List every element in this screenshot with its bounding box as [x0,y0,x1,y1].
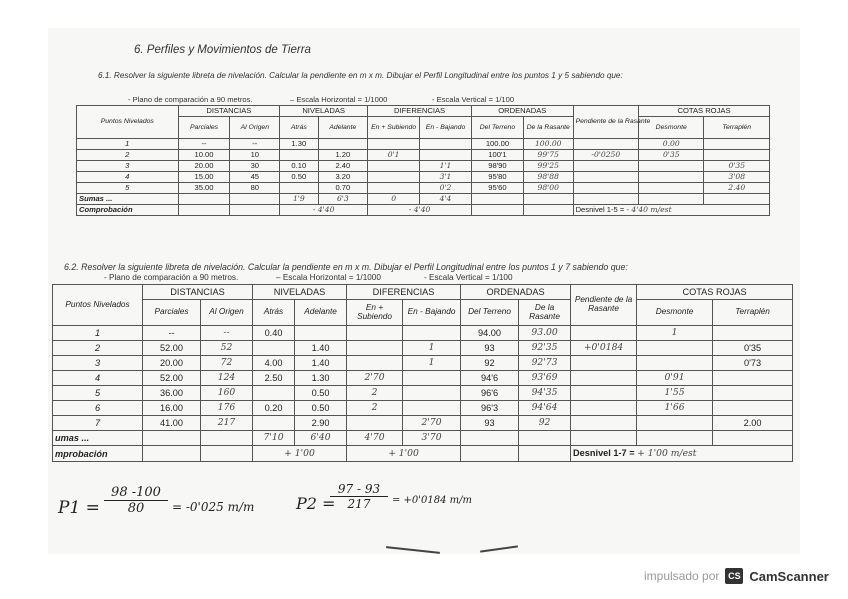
table-cell: 4.00 [253,356,295,371]
table-cell: 1 [403,341,461,356]
page-heading: 6. Perfiles y Movimientos de Tierra [134,44,311,56]
ex2-h-bajando: En - Bajando [403,300,461,326]
table-cell: 94'35 [519,386,571,401]
table-cell: 94'6 [461,371,519,386]
ex2-sumas-label: umas ... [53,431,143,446]
ex1-h-niveladas: NIVELADAS [280,106,368,117]
ex2-h-al-origen: Al Origen [201,300,253,326]
table-cell: 95'60 [471,183,523,194]
ex2-comprob-niveladas: + 1'00 [253,446,347,462]
table-row [53,356,793,371]
table-cell: 0.70 [318,183,368,194]
table-cell: 52 [201,341,253,356]
point-number: 5 [53,386,143,401]
table-cell: 99'75 [523,150,573,161]
ex2-suma-atras: 7'10 [253,431,295,446]
ex1-sumas-label: Sumas ... [77,194,179,205]
ex1-h-bajando: En - Bajando [420,117,472,139]
table-cell [573,139,638,150]
ex2-comprob-label: mprobación [53,446,143,462]
camscanner-footer [644,568,829,584]
ex1-desnivel-value: - 4'40 m/est [626,205,672,214]
ex2-escala-v: - Escala Vertical = 1/100 [424,273,513,282]
table-cell: 96'3 [461,401,519,416]
ex1-statement: 6.1. Resolver la siguiente libreta de nivelación. Calcular la pendiente en m x m. Dibujar el Perfil Longitudinal entre los puntos 1 y 5 sabiendo que: [98,71,623,80]
table-cell: 0.00 [639,139,704,150]
table-cell [573,161,638,172]
p2-denominator: 217 [347,497,371,511]
table-row [53,416,793,431]
ex2-rows [53,326,793,431]
ex1-desnivel-label: Desnivel 1-5 = [575,205,625,214]
ex2-h-diferencias: DIFERENCIAS [347,285,461,300]
p1-fraction [104,485,168,516]
ex2-h-de-rasante: De la Rasante [519,300,571,326]
table-cell [713,401,793,416]
table-cell: 0'73 [713,356,793,371]
table-cell: 1'55 [637,386,713,401]
table-cell [403,401,461,416]
table-row [77,150,770,161]
table-row [77,172,770,183]
table-cell: 1.40 [295,356,347,371]
ex2-desnivel-label: Desnivel 1-7 = [573,448,635,458]
ex2-h-atras: Atrás [253,300,295,326]
table-cell [571,356,637,371]
point-number: 2 [53,341,143,356]
ex1-h-diferencias: DIFERENCIAS [368,106,472,117]
table-cell: 0.20 [253,401,295,416]
ex2-h-niveladas: NIVELADAS [253,285,347,300]
ex2-h-subiendo: En + Subiendo [347,300,403,326]
table-cell [368,161,420,172]
table-row [53,386,793,401]
table-cell [704,139,770,150]
table-cell: -- [143,326,201,341]
point-number: 7 [53,416,143,431]
table-cell [420,139,472,150]
table-cell [347,416,403,431]
table-cell: -- [230,139,280,150]
table-cell: 100.00 [471,139,523,150]
table-cell: 0'35 [704,161,770,172]
ex2-h-terraplen: Terraplén [713,300,793,326]
table-cell: 0.50 [295,401,347,416]
table-cell [571,401,637,416]
table-cell: -- [178,139,230,150]
table-cell: 41.00 [143,416,201,431]
table-cell: 2.90 [295,416,347,431]
ex1-plano: - Plano de comparación a 90 metros. [128,95,253,104]
table-cell: 3'08 [704,172,770,183]
table-cell: -0'0250 [573,150,638,161]
ex2-suma-bajando: 3'70 [403,431,461,446]
ex2-h-cotas: COTAS ROJAS [637,285,793,300]
table-cell: 92 [461,356,519,371]
ex1-suma-atras: 1'9 [280,194,318,205]
p2-label: P2 = [296,494,336,513]
table-cell [571,371,637,386]
ex2-h-adelante: Adelante [295,300,347,326]
table-cell [368,172,420,183]
table-cell: 80 [230,183,280,194]
table-cell [713,326,793,341]
ex1-suma-bajando: 4'4 [420,194,472,205]
table-cell: 0.10 [280,161,318,172]
ex1-h-parciales: Parciales [178,117,230,139]
table-cell: 16.00 [143,401,201,416]
ex2-h-puntos: Puntos Nivelados [53,285,143,326]
table-cell: 2.00 [713,416,793,431]
p1-result: = -0'025 m/m [172,500,255,514]
table-cell: 98'00 [523,183,573,194]
table-row [77,161,770,172]
point-number: 5 [77,183,179,194]
table-cell [420,150,472,161]
point-number: 3 [77,161,179,172]
table-cell: 45 [230,172,280,183]
ex2-desnivel-value: + 1'00 m/est [637,448,697,459]
ex1-h-del-terreno: Del Terreno [471,117,523,139]
table-cell: 0.40 [253,326,295,341]
table-cell: 160 [201,386,253,401]
point-number: 6 [53,401,143,416]
table-cell [280,150,318,161]
table-cell [637,341,713,356]
point-number: 2 [77,150,179,161]
p1-numerator: 98 -100 [104,485,168,501]
ex1-escala-v: - Escala Vertical = 1/100 [432,95,515,104]
p2-result: = +0'0184 m/m [392,495,473,506]
table-cell [403,371,461,386]
table-cell: 0.50 [280,172,318,183]
table-cell: 217 [201,416,253,431]
ex1-escala-h: – Escala Horizontal = 1/1000 [290,95,388,104]
table-cell: 93.00 [519,326,571,341]
table-cell [403,326,461,341]
table-cell [368,139,420,150]
table-cell: 2'70 [347,371,403,386]
table-cell: 0.50 [295,386,347,401]
table-cell [571,416,637,431]
table-cell: 1'1 [420,161,472,172]
ex2-h-desmonte: Desmonte [637,300,713,326]
table-cell: 2.50 [253,371,295,386]
ex1-h-ordenadas: ORDENADAS [471,106,573,117]
table-cell: 10.00 [178,150,230,161]
ex1-h-desmonte: Desmonte [639,117,704,139]
table-cell: 1.30 [280,139,318,150]
ex1-rows [77,139,770,194]
ex2-h-ordenadas: ORDENADAS [461,285,571,300]
table-cell: 94.00 [461,326,519,341]
table-row [53,401,793,416]
table-cell: 52.00 [143,371,201,386]
table-cell: 98'88 [523,172,573,183]
point-number: 4 [77,172,179,183]
table-cell [639,172,704,183]
table-cell [713,371,793,386]
ex2-table [52,284,793,462]
table-cell: 93 [461,341,519,356]
table-row [77,139,770,150]
ex1-h-terraplen: Terraplén [704,117,770,139]
table-cell [347,341,403,356]
table-cell [318,139,368,150]
table-cell [295,326,347,341]
table-cell: 1 [637,326,713,341]
point-number: 3 [53,356,143,371]
ex2-suma-subiendo: 4'70 [347,431,403,446]
ex1-h-puntos: Puntos Nivelados [77,106,179,139]
point-number: 4 [53,371,143,386]
table-cell: 36.00 [143,386,201,401]
table-cell: 98'90 [471,161,523,172]
table-cell: 100'1 [471,150,523,161]
ex1-comprob-niveladas: - 4'40 [280,205,368,216]
ex2-h-distancias: DISTANCIAS [143,285,253,300]
table-cell: 124 [201,371,253,386]
table-cell [253,341,295,356]
ex1-suma-subiendo: 0 [368,194,420,205]
table-cell [347,326,403,341]
table-cell: 1'66 [637,401,713,416]
point-number: 1 [53,326,143,341]
table-cell: 96'6 [461,386,519,401]
p2-numerator: 97 - 93 [330,482,388,497]
ex1-suma-adelante: 6'3 [318,194,368,205]
table-cell: 20.00 [178,161,230,172]
ex1-h-atras: Atrás [280,117,318,139]
table-cell [571,386,637,401]
ex2-suma-adelante: 6'40 [295,431,347,446]
table-cell: 99'25 [523,161,573,172]
ex2-h-parciales: Parciales [143,300,201,326]
table-cell: 176 [201,401,253,416]
ex2-comprob-diferencias: + 1'00 [347,446,461,462]
table-cell [403,386,461,401]
table-cell: 72 [201,356,253,371]
table-cell: 100.00 [523,139,573,150]
table-cell: 0'91 [637,371,713,386]
table-cell: 52.00 [143,341,201,356]
ex1-comprob-label: Comprobación [77,205,179,216]
table-cell: 2'70 [403,416,461,431]
table-row [53,326,793,341]
table-cell: 92 [519,416,571,431]
table-cell: +0'0184 [571,341,637,356]
table-cell: 92'73 [519,356,571,371]
table-cell: 95'80 [471,172,523,183]
table-cell: 2 [347,386,403,401]
table-cell [253,386,295,401]
table-cell [573,183,638,194]
ex2-plano: - Plano de comparación a 90 metros. [104,273,239,282]
table-cell: -- [201,326,253,341]
table-cell [637,356,713,371]
p1-label: P1 = [58,498,100,518]
point-number: 1 [77,139,179,150]
table-cell: 1.20 [318,150,368,161]
ex2-statement: 6.2. Resolver la siguiente libreta de nivelación. Calcular la pendiente en m x m. Dibujar el Perfil Longitudinal entre los puntos 1 y 7 sabiendo que: [64,262,628,272]
table-cell [253,416,295,431]
table-cell: 35.00 [178,183,230,194]
camscanner-logo-icon: CS [725,568,743,584]
table-cell: 15.00 [178,172,230,183]
table-cell: 30 [230,161,280,172]
table-cell: 0'2 [420,183,472,194]
powered-by-text: impulsado por [644,569,720,583]
table-cell: 2 [347,401,403,416]
table-cell: 3.20 [318,172,368,183]
table-cell [639,161,704,172]
p2-fraction [330,482,388,511]
table-cell: 1 [403,356,461,371]
ex1-h-cotas: COTAS ROJAS [639,106,770,117]
ex1-h-distancias: DISTANCIAS [178,106,280,117]
ex1-comprob-diferencias: - 4'40 [368,205,472,216]
table-cell: 1.40 [295,341,347,356]
camscanner-brand: CamScanner [749,568,829,584]
table-row [77,183,770,194]
ex2-escala-h: – Escala Horizontal = 1/1000 [276,273,381,282]
table-cell: 93'69 [519,371,571,386]
table-row [53,341,793,356]
ex1-table [76,105,770,216]
ex1-h-adelante: Adelante [318,117,368,139]
table-cell: 1.30 [295,371,347,386]
table-cell: 0'35 [639,150,704,161]
table-cell [280,183,318,194]
ex1-h-pendiente: Pendiente de la Rasante [573,106,638,139]
table-cell [573,172,638,183]
table-cell [368,183,420,194]
table-cell: 0'1 [368,150,420,161]
ex2-h-del-terreno: Del Terreno [461,300,519,326]
table-cell [639,183,704,194]
table-cell [347,356,403,371]
ex2-h-pendiente: Pendiente de la Rasante [571,285,637,326]
ex1-h-de-rasante: De la Rasante [523,117,573,139]
table-cell: 2.40 [318,161,368,172]
table-cell [637,416,713,431]
ex1-h-al-origen: Al Origen [230,117,280,139]
table-cell: 20.00 [143,356,201,371]
table-cell: 2.40 [704,183,770,194]
p1-denominator: 80 [127,501,145,516]
table-cell [571,326,637,341]
table-cell [713,386,793,401]
table-cell [704,150,770,161]
table-row [53,371,793,386]
table-cell: 92'35 [519,341,571,356]
table-cell: 93 [461,416,519,431]
table-cell: 3'1 [420,172,472,183]
ex1-h-subiendo: En + Subiendo [368,117,420,139]
table-cell: 94'64 [519,401,571,416]
table-cell: 0'35 [713,341,793,356]
table-cell: 10 [230,150,280,161]
